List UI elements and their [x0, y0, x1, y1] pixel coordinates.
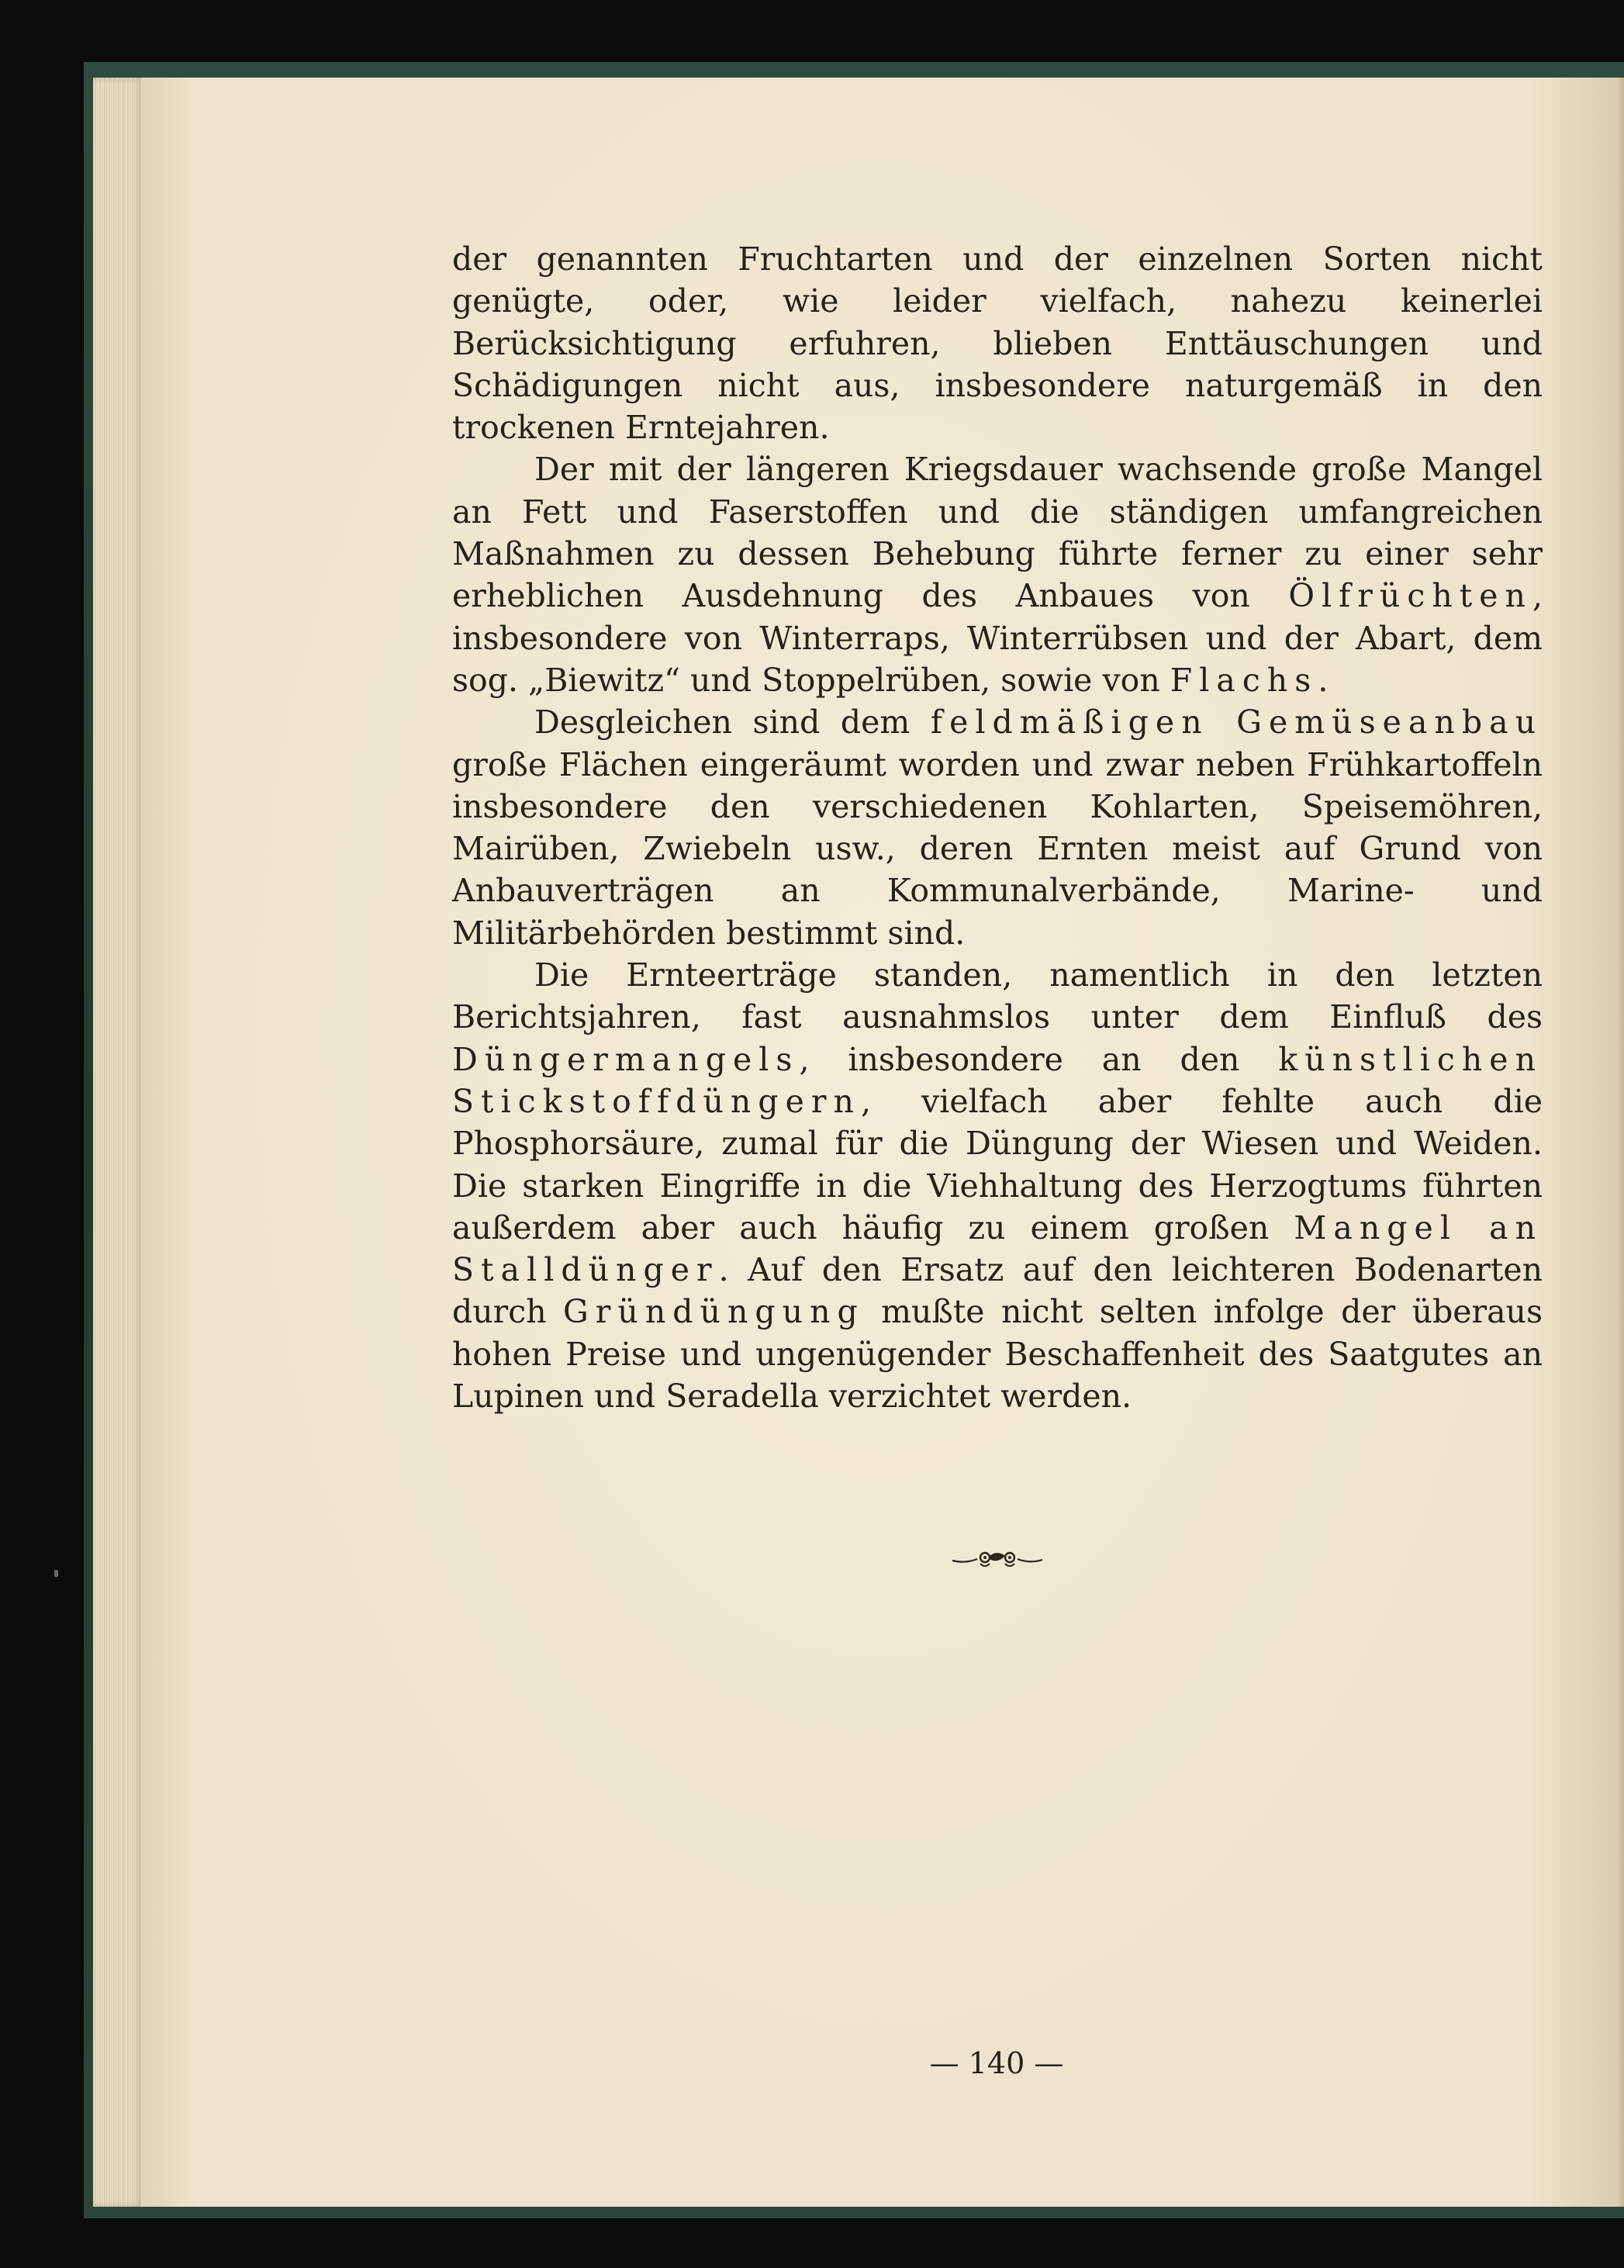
spaced-emphasis: künstlichen Stickstoffdüngern: [452, 1040, 1543, 1120]
spaced-emphasis: feldmäßigen Gemüseanbau: [930, 704, 1543, 742]
text-run: mußte nicht selten infolge der überaus hohen Preise und ungenügender Beschaffenheit des Saatgutes an Lupinen und Seradella verzichtet werden.: [452, 1293, 1543, 1416]
text-run: der genannten Fruchtarten und der einzelnen Sorten nicht genügte, oder, wie leider vielfach, nahezu keinerlei Berücksichtigung erfuhren, blieben Enttäuschungen und Schädigungen nicht aus, insbesondere naturgemäß in den trockenen Erntejahren.: [452, 240, 1543, 447]
text-run: .: [1318, 661, 1329, 699]
page-number: — 140 —: [929, 2046, 1064, 2080]
paragraph-3: [452, 701, 1543, 954]
text-run: , insbesondere von Winterraps, Winterrübsen und der Abart, dem sog. „Biewitz“ und Stoppelrüben, sowie von: [452, 577, 1543, 699]
text-run: große Flächen eingeräumt worden und zwar neben Frühkartoffeln insbesondere den verschiedenen Kohlarten, Speisemöhren, Mairüben, Zwiebeln usw., deren Ernten meist auf Grund von Anbauverträgen an Kommunalverbände, Marine- und Militärbehörden bestimmt sind.: [452, 745, 1543, 952]
page-edges: [93, 78, 144, 2207]
spaced-emphasis: Ölfrüchten: [1288, 577, 1532, 615]
text-run: Der mit der längeren Kriegsdauer wachsende große Mangel an Fett und Faserstoffen und die ständigen umfangreichen Maßnahmen zu dessen Behebung führte ferner zu einer sehr erheblichen Ausdehnung des Anbaues von: [452, 451, 1543, 615]
spaced-emphasis: Gründüngung: [563, 1293, 865, 1331]
text-run: Die Ernteerträge standen, namentlich in den letzten Berichtsjahren, fast ausnahmslos unter dem Einfluß des: [452, 956, 1543, 1036]
text-run: , insbesondere an den: [799, 1040, 1279, 1078]
text-run: Desgleichen sind dem: [534, 704, 931, 742]
paragraph-1: [452, 238, 1543, 448]
text-run: . Auf den Ersatz auf den leichteren Bodenarten durch: [452, 1251, 1543, 1331]
spaced-emphasis: Flachs: [1170, 661, 1318, 699]
spaced-emphasis: Mangel an Stalldünger: [452, 1208, 1543, 1289]
dust-speck: [54, 1570, 58, 1577]
text-run: , vielfach aber fehlte auch die Phosphorsäure, zumal für die Düngung der Wiesen und Weiden. Die starken Eingriffe in die Viehhaltung des Herzogtums führten außerdem aber auch häufig zu einem großen: [452, 1082, 1543, 1246]
body-text: [452, 238, 1543, 1417]
floral-vignette-icon: [951, 1548, 1044, 1570]
paragraph-2: [452, 448, 1543, 701]
paragraph-4: [452, 954, 1543, 1417]
spaced-emphasis: Düngermangels: [452, 1040, 800, 1078]
